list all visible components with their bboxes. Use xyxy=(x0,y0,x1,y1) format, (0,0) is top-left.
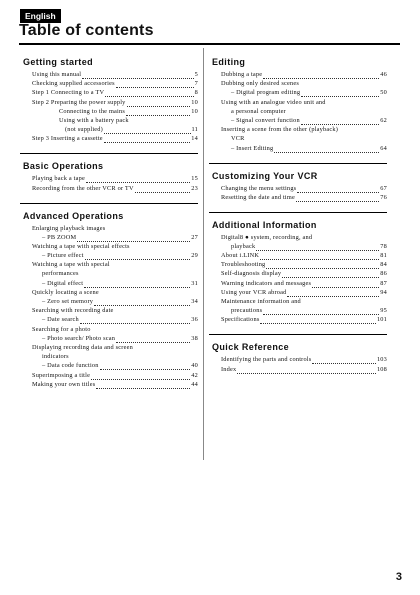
toc-entry[interactable] xyxy=(32,89,198,97)
page-title: Table of contents xyxy=(19,22,154,39)
entry-title: Playing back a tape xyxy=(32,175,85,183)
entry-title: – Photo search/ Photo scan xyxy=(42,334,116,342)
dot-leader xyxy=(84,281,190,288)
right-column xyxy=(209,49,387,384)
dot-leader xyxy=(105,90,193,97)
entry-page: 5 xyxy=(194,71,198,78)
entry-title: Dubbing a tape xyxy=(221,71,263,78)
entry-title: Changing the menu settings xyxy=(221,184,297,192)
toc-entry[interactable] xyxy=(221,126,387,134)
entry-page: 34 xyxy=(191,298,198,305)
entry-page: 95 xyxy=(380,307,387,315)
toc-entry[interactable] xyxy=(32,135,198,143)
toc-entry[interactable] xyxy=(32,71,198,79)
toc-entry[interactable] xyxy=(32,280,198,288)
entry-title: – Insert Editing xyxy=(231,144,274,152)
toc-entry[interactable] xyxy=(32,234,198,242)
entry-page: 62 xyxy=(380,116,387,124)
section-heading: Advanced Operations xyxy=(20,203,198,225)
section-heading: Additional Information xyxy=(209,212,387,234)
toc-entry[interactable] xyxy=(32,353,198,361)
toc-entry[interactable] xyxy=(32,316,198,324)
entry-list xyxy=(20,175,198,192)
entry-title: Resetting the date and time xyxy=(221,193,295,201)
toc-entry[interactable] xyxy=(32,270,198,278)
dot-leader xyxy=(85,253,191,260)
entry-title: VCR xyxy=(231,135,245,143)
entry-title: precautions xyxy=(231,307,263,315)
entry-title: – PB ZOOM xyxy=(42,233,77,241)
toc-entry[interactable] xyxy=(221,80,387,88)
entry-title: Self-diagnosis display xyxy=(221,270,282,278)
entry-list xyxy=(20,225,198,389)
toc-entry[interactable] xyxy=(221,289,387,297)
entry-title: Using with an analogue video unit and xyxy=(221,98,326,106)
dot-leader xyxy=(256,244,379,251)
title-rule xyxy=(19,43,400,45)
toc-entry[interactable] xyxy=(32,185,198,193)
entry-title: Recording from the other VCR or TV xyxy=(32,184,134,192)
toc-entry[interactable] xyxy=(32,175,198,183)
entry-list xyxy=(209,185,387,202)
entry-page: 10 xyxy=(191,107,198,115)
toc-entry[interactable] xyxy=(32,225,198,233)
entry-title: Step 3 Inserting a cassette xyxy=(32,135,103,143)
dot-leader xyxy=(274,146,379,153)
dot-leader xyxy=(301,118,379,125)
entry-title: a personal computer xyxy=(231,107,286,115)
page-number: 3 xyxy=(395,571,402,583)
entry-title: Displaying recording data and screen xyxy=(32,343,133,351)
entry-title: – Data code function xyxy=(42,362,99,370)
toc-entry[interactable] xyxy=(221,298,387,306)
toc-entry[interactable] xyxy=(32,289,198,297)
entry-title: Enlarging playback images xyxy=(32,224,106,232)
entry-title: Inserting a scene from the other (playback) xyxy=(221,126,338,134)
dot-leader xyxy=(80,317,190,324)
dot-leader xyxy=(312,281,379,288)
toc-entry[interactable] xyxy=(32,80,198,88)
toc-entry[interactable] xyxy=(32,307,198,315)
section-additional-information xyxy=(209,212,387,325)
toc-entry[interactable] xyxy=(221,89,387,97)
entry-page: 7 xyxy=(194,80,198,88)
toc-entry[interactable] xyxy=(221,261,387,269)
entry-title: Index xyxy=(221,365,237,373)
entry-page: 50 xyxy=(380,89,387,97)
entry-page: 40 xyxy=(191,362,198,370)
toc-entry[interactable] xyxy=(221,307,387,315)
dot-leader xyxy=(287,290,379,297)
toc-entry[interactable] xyxy=(221,270,387,278)
entry-page: 87 xyxy=(380,279,387,287)
section-heading: Getting started xyxy=(23,57,94,67)
toc-entry[interactable] xyxy=(32,372,198,380)
entry-page: 15 xyxy=(191,175,198,183)
toc-entry[interactable] xyxy=(221,252,387,260)
dot-leader xyxy=(266,262,379,269)
toc-entry[interactable] xyxy=(221,185,387,193)
toc-entry[interactable] xyxy=(32,335,198,343)
entry-title: – Digital program editing xyxy=(231,89,301,97)
entry-page: 23 xyxy=(191,184,198,192)
toc-entry[interactable] xyxy=(221,234,387,242)
section-heading: Editing xyxy=(212,57,246,67)
dot-leader xyxy=(94,299,190,306)
dot-leader xyxy=(263,308,379,315)
entry-title: indicators xyxy=(42,353,69,361)
dot-leader xyxy=(86,176,190,183)
dot-leader xyxy=(127,100,191,107)
toc-entry[interactable] xyxy=(221,145,387,153)
entry-title: Troubleshooting xyxy=(221,261,266,269)
entry-page: 14 xyxy=(191,135,198,143)
entry-title: (not supplied) xyxy=(65,126,103,134)
dot-leader xyxy=(126,109,190,116)
dot-leader xyxy=(263,72,379,79)
dot-leader xyxy=(82,72,193,79)
dot-leader xyxy=(116,336,190,343)
entry-title: – Zero set memory xyxy=(42,298,94,305)
dot-leader xyxy=(77,235,190,242)
entry-page: 31 xyxy=(191,279,198,287)
toc-entry[interactable] xyxy=(221,99,387,107)
dot-leader xyxy=(301,90,379,97)
toc-entry[interactable] xyxy=(221,356,387,364)
entry-page: 42 xyxy=(191,371,198,379)
entry-title: playback xyxy=(231,242,256,250)
toc-entry[interactable] xyxy=(221,194,387,202)
entry-title: – Picture effect xyxy=(42,252,84,260)
section-getting-started xyxy=(20,49,198,143)
toc-entry[interactable] xyxy=(32,117,198,125)
toc-entry[interactable] xyxy=(32,99,198,107)
entry-title: Connecting to the mains xyxy=(59,107,125,115)
dot-leader xyxy=(260,317,375,324)
entry-list xyxy=(209,356,387,373)
entry-page: 36 xyxy=(191,316,198,324)
entry-page: 44 xyxy=(191,380,198,388)
entry-page: 38 xyxy=(191,334,198,342)
entry-title: Searching for a photo xyxy=(32,325,91,333)
toc-entry[interactable] xyxy=(221,366,387,374)
entry-page: 103 xyxy=(376,356,387,364)
entry-page: 86 xyxy=(380,270,387,278)
entry-title: Using your VCR abroad xyxy=(221,288,287,296)
entry-title: Specifications xyxy=(221,316,260,324)
dot-leader xyxy=(116,81,194,88)
entry-title: Watching a tape with special xyxy=(32,261,110,269)
toc-entry[interactable] xyxy=(32,298,198,306)
section-heading: Customizing Your VCR xyxy=(209,163,387,185)
section-heading: Basic Operations xyxy=(20,153,198,175)
dot-leader xyxy=(91,373,190,380)
toc-entry[interactable] xyxy=(221,71,387,79)
entry-title: – Digital effect xyxy=(42,279,84,287)
toc-entry[interactable] xyxy=(32,326,198,334)
entry-title: About i.LINK xyxy=(221,252,260,260)
dot-leader xyxy=(237,367,376,374)
dot-leader xyxy=(135,186,191,193)
entry-title: performances xyxy=(42,270,79,278)
toc-entry[interactable] xyxy=(32,362,198,370)
entry-page: 11 xyxy=(191,126,198,134)
column-divider xyxy=(203,48,204,460)
section-quick-reference xyxy=(209,334,387,373)
toc-entry[interactable] xyxy=(32,381,198,389)
toc-entry[interactable] xyxy=(32,261,198,269)
entry-list xyxy=(209,71,387,153)
dot-leader xyxy=(100,363,191,370)
entry-page: 78 xyxy=(380,242,387,250)
left-column xyxy=(20,49,198,399)
toc-entry[interactable] xyxy=(32,344,198,352)
dot-leader xyxy=(296,195,379,202)
dot-leader xyxy=(282,271,379,278)
entry-page: 108 xyxy=(376,365,387,373)
entry-title: – Signal convert function xyxy=(231,116,300,124)
section-heading: Quick Reference xyxy=(209,334,387,356)
section-basic-operations xyxy=(20,153,198,192)
dot-leader xyxy=(297,186,379,193)
toc-entry[interactable] xyxy=(32,108,198,116)
toc-entry[interactable] xyxy=(221,316,387,324)
toc-entry[interactable] xyxy=(32,243,198,251)
entry-page: 84 xyxy=(380,261,387,269)
entry-list xyxy=(209,234,387,325)
entry-page: 81 xyxy=(380,252,387,260)
entry-list xyxy=(20,71,198,143)
language-tab: English xyxy=(20,9,61,23)
section-editing xyxy=(209,49,387,153)
dot-leader xyxy=(96,382,190,389)
entry-title: Making your own titles xyxy=(32,380,96,388)
toc-entry[interactable] xyxy=(32,126,198,134)
toc-entry[interactable] xyxy=(221,243,387,251)
entry-title: Superimposing a title xyxy=(32,371,91,379)
entry-title: – Date search xyxy=(42,316,79,324)
entry-title: Digital8 ● system, recording, and xyxy=(221,233,313,241)
entry-title: Searching with recording date xyxy=(32,307,114,315)
entry-title: Dubbing only desired scenes xyxy=(221,80,299,88)
entry-title: Checking supplied accessories xyxy=(32,80,115,88)
dot-leader xyxy=(260,253,379,260)
entry-page: 27 xyxy=(191,233,198,241)
section-advanced-operations xyxy=(20,203,198,389)
toc-entry[interactable] xyxy=(221,108,387,116)
entry-title: Step 2 Preparing the power supply xyxy=(32,98,126,106)
entry-title: Quickly locating a scene xyxy=(32,288,99,296)
dot-leader xyxy=(312,357,376,364)
entry-page: 67 xyxy=(380,184,387,192)
entry-title: Using this manual xyxy=(32,71,82,78)
dot-leader xyxy=(104,136,190,143)
entry-page: 101 xyxy=(376,316,387,324)
toc-entry[interactable] xyxy=(32,252,198,260)
entry-title: Maintenance information and xyxy=(221,298,301,305)
entry-page: 8 xyxy=(194,89,198,97)
entry-page: 64 xyxy=(380,144,387,152)
toc-entry[interactable] xyxy=(221,117,387,125)
toc-entry[interactable] xyxy=(221,135,387,143)
toc-entry[interactable] xyxy=(221,280,387,288)
entry-page: 94 xyxy=(380,288,387,296)
dot-leader xyxy=(104,127,191,134)
entry-title: Watching a tape with special effects xyxy=(32,242,130,250)
entry-title: Using with a battery pack xyxy=(59,116,129,124)
entry-title: Warning indicators and messages xyxy=(221,279,312,287)
entry-title: Identifying the parts and controls xyxy=(221,356,312,364)
entry-title: Step 1 Connecting to a TV xyxy=(32,89,105,97)
entry-page: 76 xyxy=(380,193,387,201)
entry-page: 29 xyxy=(191,252,198,260)
entry-page: 46 xyxy=(380,71,387,78)
entry-page: 10 xyxy=(191,98,198,106)
section-customizing-your-vcr xyxy=(209,163,387,202)
